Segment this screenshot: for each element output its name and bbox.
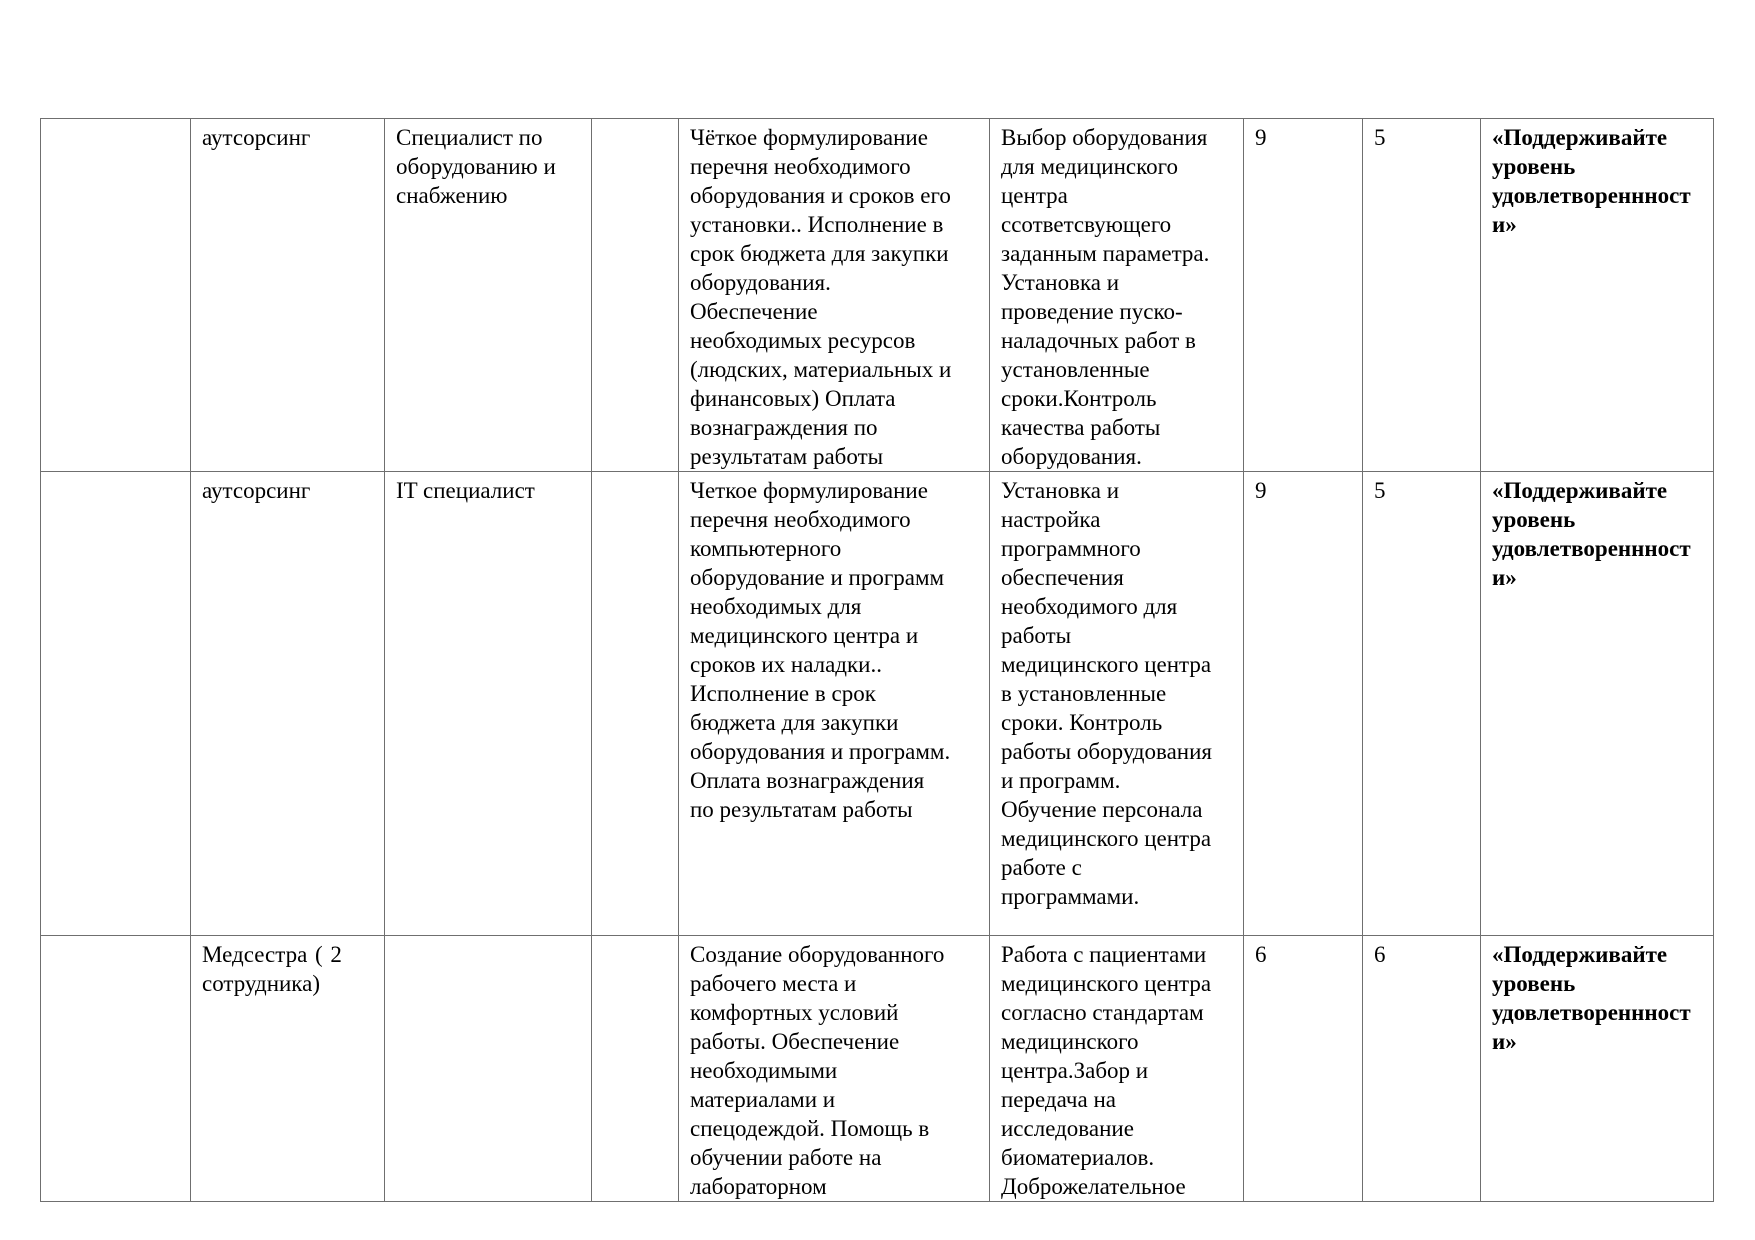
- table-cell: [1244, 936, 1363, 1202]
- table-cell: [191, 472, 385, 936]
- table-cell: [990, 119, 1244, 472]
- cell-text: Медсестра ( 2 сотрудника): [202, 942, 342, 996]
- table-cell: [191, 119, 385, 472]
- table-cell: [1481, 936, 1714, 1202]
- table-cell: [592, 936, 679, 1202]
- table-cell: [990, 472, 1244, 936]
- staff-table: [40, 118, 1714, 1202]
- cell-text: Специалист по оборудованию и снабжению: [396, 125, 556, 208]
- cell-text: аутсорсинг: [202, 125, 311, 150]
- table-cell: [679, 936, 990, 1202]
- table-cell: [679, 119, 990, 472]
- table-cell: [41, 472, 191, 936]
- table-cell: [1244, 119, 1363, 472]
- cell-text: Работа с пациентами медицинского центра согласно стандартам медицинского центра.Забор и передача на исследование биоматериалов. Доброжелательное: [1001, 942, 1212, 1199]
- cell-text: 9: [1255, 478, 1267, 503]
- cell-text: Четкое формулирование перечня необходимого компьютерного оборудование и программ необходимых для медицинского центра и сроков их наладки.. Исполнение в срок бюджета для закупки оборудования и программ. Оплата вознаграждения по результатам работы: [690, 478, 951, 822]
- cell-text: IT специалист: [396, 478, 535, 503]
- table-row: [41, 936, 1714, 1202]
- table-cell: [1244, 472, 1363, 936]
- table-row: [41, 119, 1714, 472]
- table-cell: [1363, 936, 1481, 1202]
- cell-text: 6: [1374, 942, 1386, 967]
- table-cell: [385, 936, 592, 1202]
- cell-text: Установка и настройка программного обеспечения необходимого для работы медицинского центра в установленные сроки. Контроль работы оборудования и программ. Обучение персонала медицинского центра работе с программами.: [1001, 478, 1212, 909]
- table-cell: [41, 936, 191, 1202]
- table-cell: [1481, 472, 1714, 936]
- cell-text: Создание оборудованного рабочего места и комфортных условий работы. Обеспечение необходимыми материалами и спецодеждой. Помощь в обучении работе на лабораторном: [690, 942, 945, 1199]
- cell-text: Чёткое формулирование перечня необходимого оборудования и сроков его установки.. Исполнение в срок бюджета для закупки оборудования. Обеспечение необходимых ресурсов (людских, материальных и финансовых) Оплата вознаграждения по результатам работы: [690, 125, 952, 469]
- table-cell: [1363, 472, 1481, 936]
- table-cell: [592, 472, 679, 936]
- cell-text: 5: [1374, 478, 1386, 503]
- table-cell: [990, 936, 1244, 1202]
- cell-text: аутсорсинг: [202, 478, 311, 503]
- table-cell: [385, 472, 592, 936]
- table-cell: [385, 119, 592, 472]
- cell-text: 5: [1374, 125, 1386, 150]
- table-cell: [592, 119, 679, 472]
- table-cell: [679, 472, 990, 936]
- table-row: [41, 472, 1714, 936]
- cell-text: «Поддерживайте уровень удовлетвореннност и»: [1492, 478, 1691, 590]
- cell-text: Выбор оборудования для медицинского центра ссответсвующего заданным параметра. Установка и проведение пуско- наладочных работ в установленные сроки.Контроль качества работы оборудования.: [1001, 125, 1210, 469]
- table-cell: [191, 936, 385, 1202]
- table-cell: [1363, 119, 1481, 472]
- cell-text: 6: [1255, 942, 1267, 967]
- table-cell: [41, 119, 191, 472]
- cell-text: «Поддерживайте уровень удовлетвореннност и»: [1492, 942, 1691, 1054]
- table-cell: [1481, 119, 1714, 472]
- cell-text: 9: [1255, 125, 1267, 150]
- cell-text: «Поддерживайте уровень удовлетвореннност и»: [1492, 125, 1691, 237]
